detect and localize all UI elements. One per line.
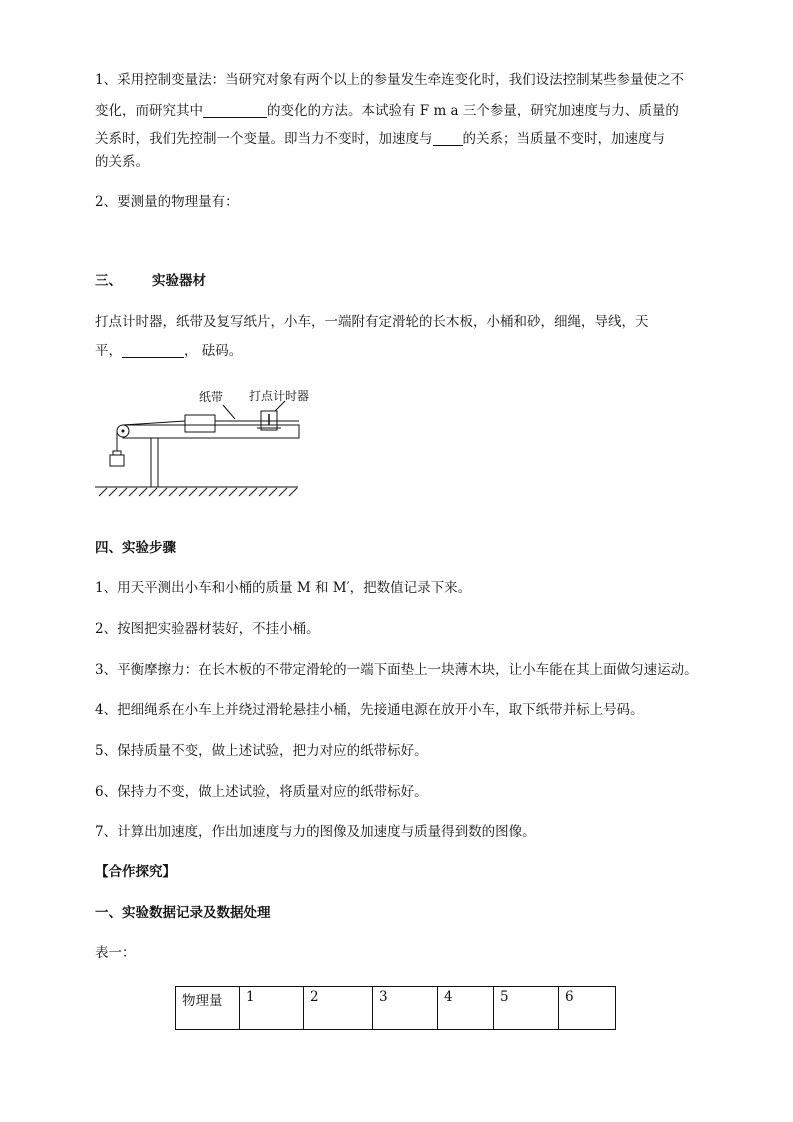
- data-section-heading: 一、实验数据记录及数据处理: [95, 905, 271, 921]
- table-cell: 3: [373, 987, 438, 1030]
- method-line-3: [95, 131, 665, 147]
- table-cell: 4: [438, 987, 494, 1030]
- bucket-top: [113, 451, 121, 455]
- apparatus-diagram: [95, 383, 310, 498]
- tape-leader-line: [223, 405, 235, 419]
- equipment-heading-text: 实验器材: [152, 273, 206, 289]
- cooperate-heading: 【合作探究】: [95, 864, 176, 880]
- data-table: [175, 986, 616, 1030]
- fill-blank: [433, 131, 463, 146]
- steps-heading: 四、实验步骤: [95, 540, 176, 556]
- fill-blank: [203, 103, 267, 118]
- method-line-3a: 关系时，我们先控制一个变量。即当力不变时，加速度与: [95, 131, 433, 147]
- equipment-heading-num: 三、: [95, 273, 122, 289]
- step-item-5: 5、保持质量不变，做上述试验，把力对应的纸带标好。: [95, 743, 428, 759]
- table-label: 表一：: [95, 945, 136, 961]
- equipment-line-2: [95, 343, 242, 359]
- table-row: [176, 987, 616, 1030]
- step-item-3: 3、平衡摩擦力：在长木板的不带定滑轮的一端下面垫上一块薄木块，让小车能在其上面做匀速运动。: [95, 662, 698, 678]
- table-cell: 6: [559, 987, 616, 1030]
- label-tape: 纸带: [199, 390, 224, 404]
- step-item-6: 6、保持力不变，做上述试验，将质量对应的纸带标好。: [95, 784, 428, 800]
- method-line-2b: 的变化的方法。本试验有 F m a 三个参量，研究加速度与力、质量的: [267, 103, 679, 119]
- fill-blank: [122, 343, 184, 358]
- step-item-1: 1、用天平测出小车和小桶的质量 M 和 M′，把数值记录下来。: [95, 580, 472, 596]
- string-horizontal: [123, 421, 185, 425]
- bucket: [110, 455, 124, 466]
- step-item-4: 4、把细绳系在小车上并绕过滑轮悬挂小桶，先接通电源在放开小车，取下纸带并标上号码。: [95, 702, 644, 718]
- method-line-3b: 的关系；当质量不变时，加速度与: [462, 131, 665, 147]
- method-line-4: 的关系。: [95, 154, 149, 170]
- table-cell: 2: [304, 987, 373, 1030]
- method-line-2: [95, 103, 679, 119]
- method-line-1: 1、采用控制变量法：当研究对象有两个以上的参量发生牵连变化时，我们设法控制某些参量使之不: [95, 72, 685, 88]
- equipment-line-2b: ， 砝码。: [184, 343, 243, 359]
- step-item-7: 7、计算出加速度，作出加速度与力的图像及加速度与质量得到数的图像。: [95, 824, 536, 840]
- equipment-line-2a: 平，: [95, 343, 122, 359]
- pulley-axle: [122, 430, 125, 433]
- table-cell: 物理量: [176, 987, 240, 1030]
- step-item-2: 2、按图把实验器材装好，不挂小桶。: [95, 621, 320, 637]
- table-cell: 1: [240, 987, 304, 1030]
- equipment-heading: [95, 275, 206, 289]
- equipment-line-1: 打点计时器，纸带及复写纸片，小车，一端附有定滑轮的长木板，小桶和砂，细绳，导线，天: [95, 314, 649, 330]
- method-line-2a: 变化，而研究其中: [95, 103, 203, 119]
- table-cell: 5: [494, 987, 559, 1030]
- measure-line: 2、要测量的物理量有：: [95, 194, 239, 210]
- label-timer: 打点计时器: [249, 389, 310, 403]
- cart: [185, 415, 215, 432]
- ground-hatching: [99, 488, 297, 496]
